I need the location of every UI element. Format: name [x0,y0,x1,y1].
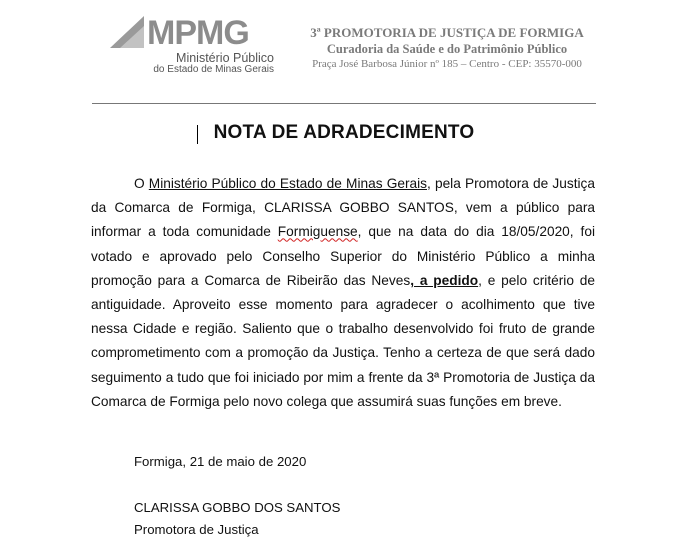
mpmg-emblem-icon [110,12,150,52]
header-divider [92,103,596,104]
header-address: Praça José Barbosa Júnior nº 185 – Centro - CEP: 35570-000 [312,58,582,70]
logo-line-2: do Estado de Minas Gerais [153,64,274,75]
document-title[interactable]: NOTA DE ADRADECIMENTO [213,122,475,143]
body-segment-7: , e pelo critério de antiguidade. Aproveito esse momento para agradecer o acolhimento que tive nessa Cidade e região. Saliento que o trabalho desenvolvido foi fruto de grande comprometimento com a promoção da Justiça. Tenho a certeza de que será dado seguimento a tudo que foi iniciado por mim a frente da 3ª Promotoria de Justiça da Comarca de Formiga pelo novo colega que assumirá suas funções em breve. [91,272,595,409]
signature-role: Promotora de Justiça [134,522,259,537]
place-date: Formiga, 21 de maio de 2020 [134,454,307,469]
logo-brand: MPMG [147,14,249,52]
header-curadoria: Curadoria da Saúde e do Patrimônio Público [326,42,568,56]
text-cursor [197,125,198,144]
signature-block [134,497,340,541]
signature-name: CLARISSA GOBBO DOS SANTOS [134,500,341,515]
institution-name: Ministério Público do Estado de Minas Gerais [148,176,428,191]
document-body[interactable] [91,172,595,414]
body-segment-5: , que na data do dia 18/05/2020, foi votado e aprovado pelo Conselho Superior do Ministério Público a minha promoção para a Comarca de Ribeirão das Neves [91,224,595,288]
header-info [296,24,598,71]
mpmg-logo [110,12,280,78]
spellcheck-word: Formiguense [277,224,358,240]
logo-line-1: Ministério Público [176,51,274,65]
body-segment-3: , pela Promotora de Justiça da Comarca de Formiga, CLARISSA GOBBO SANTOS, vem a público para informar a toda comunidade [91,176,595,240]
header-promotoria: 3ª PROMOTORIA DE JUSTIÇA DE FORMIGA [310,25,584,40]
emphasis-a-pedido: , a pedido [410,272,479,288]
body-paragraph [91,172,595,414]
body-segment-1: O [134,176,149,191]
